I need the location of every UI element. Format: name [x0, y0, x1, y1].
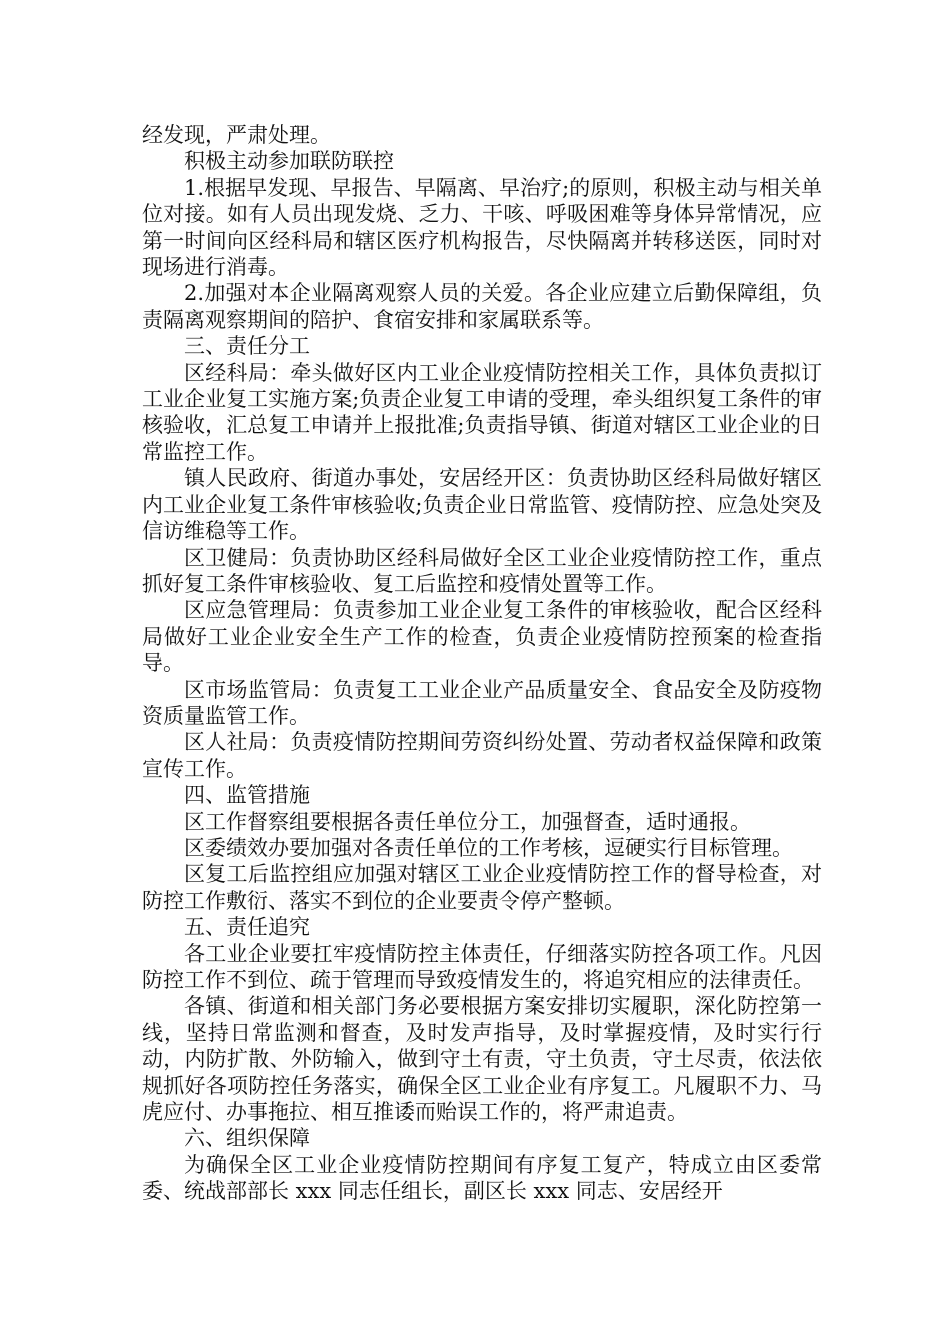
paragraph: 1.根据早发现、早报告、早隔离、早治疗;的原则，积极主动与相关单位对接。如有人员出现发烧、乏力、干咳、呼吸困难等身体异常情况，应第一时间向区经科局和辖区医疗机构报告，尽快隔离并转移送医，同时对现场进行消毒。	[142, 175, 822, 280]
paragraph: 区人社局：负责疫情防控期间劳资纠纷处置、劳动者权益保障和政策宣传工作。	[142, 730, 822, 781]
paragraph: 区经科局：牵头做好区内工业企业疫情防控相关工作，具体负责拟订工业企业复工实施方案;负责企业复工申请的受理，牵头组织复工条件的审核验收，汇总复工申请并上报批准;负责指导镇、街道对辖区工业企业的日常监控工作。	[142, 360, 822, 464]
paragraph: 镇人民政府、街道办事处，安居经开区：负责协助区经科局做好辖区内工业企业复工条件审核验收;负责企业日常监管、疫情防控、应急处突及信访维稳等工作。	[142, 466, 822, 544]
paragraph: 为确保全区工业企业疫情防控期间有序复工复产，特成立由区委常委、统战部部长 xxx 同志任组长，副区长 xxx 同志、安居经开	[142, 1152, 822, 1204]
paragraph: 区工作督察组要根据各责任单位分工，加强督查，适时通报。	[184, 809, 751, 834]
section-heading: 四、监管措施	[184, 783, 310, 808]
paragraph-heading: 积极主动参加联防联控	[184, 149, 394, 174]
section-heading: 五、责任追究	[184, 915, 310, 940]
paragraph: 各工业企业要扛牢疫情防控主体责任，仔细落实防控各项工作。凡因防控工作不到位、疏于管理而导致疫情发生的，将追究相应的法律责任。	[142, 941, 822, 992]
paragraph: 区卫健局：负责协助区经科局做好全区工业企业疫情防控工作，重点抓好复工条件审核验收、复工后监控和疫情处置等工作。	[142, 545, 822, 596]
document-body	[142, 122, 822, 1205]
section-heading: 三、责任分工	[184, 334, 310, 359]
paragraph: 各镇、街道和相关部门务必要根据方案安排切实履职，深化防控第一线，坚持日常监测和督查，及时发声指导，及时掌握疫情，及时实行行动，内防扩散、外防输入，做到守土有责，守土负责，守土尽责，依法依规抓好各项防控任务落实，确保全区工业企业有序复工。凡履职不力、马虎应付、办事拖拉、相互推诿而贻误工作的，将严肃追责。	[142, 994, 822, 1125]
paragraph: 经发现，严肃处理。	[142, 123, 331, 147]
paragraph: 区应急管理局：负责参加工业企业复工条件的审核验收，配合区经科局做好工业企业安全生产工作的检查，负责企业疫情防控预案的检查指导。	[142, 598, 822, 676]
paragraph: 区委绩效办要加强对各责任单位的工作考核，逗硬实行目标管理。	[184, 835, 793, 860]
paragraph: 2.加强对本企业隔离观察人员的关爱。各企业应建立后勤保障组，负责隔离观察期间的陪护、食宿安排和家属联系等。	[142, 281, 822, 332]
paragraph: 区复工后监控组应加强对辖区工业企业疫情防控工作的督导检查，对防控工作敷衍、落实不到位的企业要责令停产整顿。	[142, 862, 822, 913]
paragraph: 区市场监管局：负责复工工业企业产品质量安全、食品安全及防疫物资质量监管工作。	[142, 677, 822, 728]
section-heading: 六、组织保障	[184, 1126, 310, 1151]
